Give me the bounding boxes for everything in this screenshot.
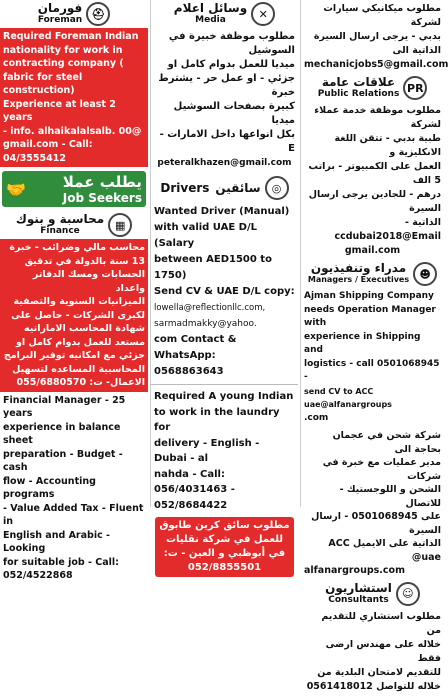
- job-seekers-banner: [2, 171, 146, 207]
- pr-section-header: [301, 74, 444, 102]
- drivers-header-ar: سائقين: [215, 181, 261, 195]
- column-right: [300, 0, 448, 692]
- finance-header-ar: محاسبة و بنوك: [15, 212, 105, 226]
- consultants-ad: مطلوب استشاري للتقديم من خلاله على مهندس ارضى فقط للتقديم لامتحان البلدية من خلاله للتواصل 0561418012: [306, 610, 441, 692]
- foreman-header-en: Foreman: [37, 15, 83, 25]
- media-header-ar: وسائل اعلام: [173, 1, 248, 15]
- crane-driver-ad: مطلوب سائق كرين طابوق للعمل في شركة نقليات في أبوظبي و العين - ت: 052/8855501: [155, 517, 294, 577]
- consultant-icon: ☺: [396, 582, 420, 606]
- handshake-icon: 🤝: [6, 179, 26, 199]
- job-seekers-en: Job Seekers: [62, 191, 142, 205]
- consultants-header-en: Consultants: [328, 594, 389, 605]
- foreman-ad: Required Foreman Indian nationality for work in contracting company ( fabric for steel construction) Experience at least 2 years - info. alhaikalalsalb. 00@ gmail.com - Call: 04/3555412: [0, 28, 148, 167]
- media-ad: مطلوب موظفة خبيرة في السوشيل ميديا للعمل بدوام كامل او جزئي - او عمل حر - يشترط خبرة كبيرة بصفحات السوشيل ميديا بكل انواعها داخل الامارات - E peteralkhazen@gmail.com: [157, 31, 295, 168]
- media-icon: ✕: [251, 2, 275, 26]
- foreman-header-ar: فورمان: [37, 1, 83, 15]
- managers-header-en: Managers / Executives: [307, 275, 410, 284]
- column-left: [0, 0, 148, 581]
- managers-section-header: [301, 260, 444, 288]
- finance-section-header: [0, 211, 148, 239]
- media-section-header: [151, 0, 298, 28]
- media-header-en: Media: [195, 15, 226, 25]
- pr-header-en: Public Relations: [317, 89, 400, 99]
- consultants-header-ar: استشاريون: [325, 580, 392, 595]
- manager-icon: ☻: [413, 262, 437, 286]
- ajman-shipping-ad: Ajman Shipping Company needs Operation Manager with experience in Shipping and logistics - call 0501068945 - send CV to ACC uae@alfanargroups .com: [304, 291, 440, 423]
- foreman-section-header: [0, 0, 148, 28]
- finance-en-ad: Financial Manager - 25 years experience in balance sheet preparation - Budget - cash flow - Accounting programs - Value Added Tax - Fluent in English and Arabic - Looking for suitable job - Call: 052/4522868: [3, 394, 144, 581]
- ajman-shipping-ar-ad: شركة شحن في عجمان بحاجة الى مدير عمليات مع خبرة في شركات الشحن و اللوجستيك - للاتصال على 0501068945 - ارسال السيرة الذاتية على الايميل ACC uae@ alfanargroups.com: [304, 430, 441, 576]
- managers-header-ar: مدراء وتنفيذيون: [310, 261, 407, 275]
- drivers-section-header: [151, 174, 298, 202]
- drivers-ad: Wanted Driver (Manual) with valid UAE D/L (Salary between AED1500 to 1750) Send CV & UAE D/L copy: lowella@reflectionllc.com, sarmadmakky@yahoo. com Contact & WhatsApp: 0568863643: [154, 206, 295, 377]
- pr-ad: مطلوب موظفة خدمة عملاء لشركة طبية بدبي - تتقن اللغة الانكليزية و العمل على الكمبيوتر - براتب 5 الف درهم - للجادين يرجى ارسال السيرة الذاتية - ccdubai2018@Email gmail.com: [308, 105, 441, 256]
- column-middle: [150, 0, 298, 573]
- finance-ar-ad: محاسب مالي وضرائب - خبرة 13 سنة بالدولة في تدقيق الحسابات ومسك الدفاتر واعداد الميزانيات السنوية والتصفية لكبرى الشركات - حاصل على شهادة المحاسب الاماراتيه مستعد للعمل بدوام كامل او جزئي مع امكانيه توفير البرامج المحاسبية المساعده لتسهيل الاعمال- ت: 055/6880570: [0, 239, 148, 392]
- calculator-icon: ▦: [108, 213, 132, 237]
- mechanic-ad: مطلوب ميكانيكي سيارات لشركة بدبي - يرجى ارسال السيرة الذاتية الى mechanicjobs5@gmail.com: [304, 3, 448, 70]
- consultants-section-header: [301, 580, 444, 608]
- pr-header-ar: علاقات عامة: [321, 75, 396, 89]
- drivers-header-en: Drivers: [160, 181, 210, 195]
- steering-wheel-icon: ◎: [265, 176, 289, 200]
- job-seekers-ar: يطلب عملا: [62, 173, 142, 191]
- hardhat-icon: ⛑: [86, 2, 110, 26]
- finance-header-en: Finance: [40, 226, 80, 236]
- pr-icon: PR: [403, 76, 427, 100]
- laundry-ad: Required A young Indian to work in the laundry for delivery - English - Dubai - al nahda - Call: 056/4031463 - 052/8684422: [154, 391, 294, 511]
